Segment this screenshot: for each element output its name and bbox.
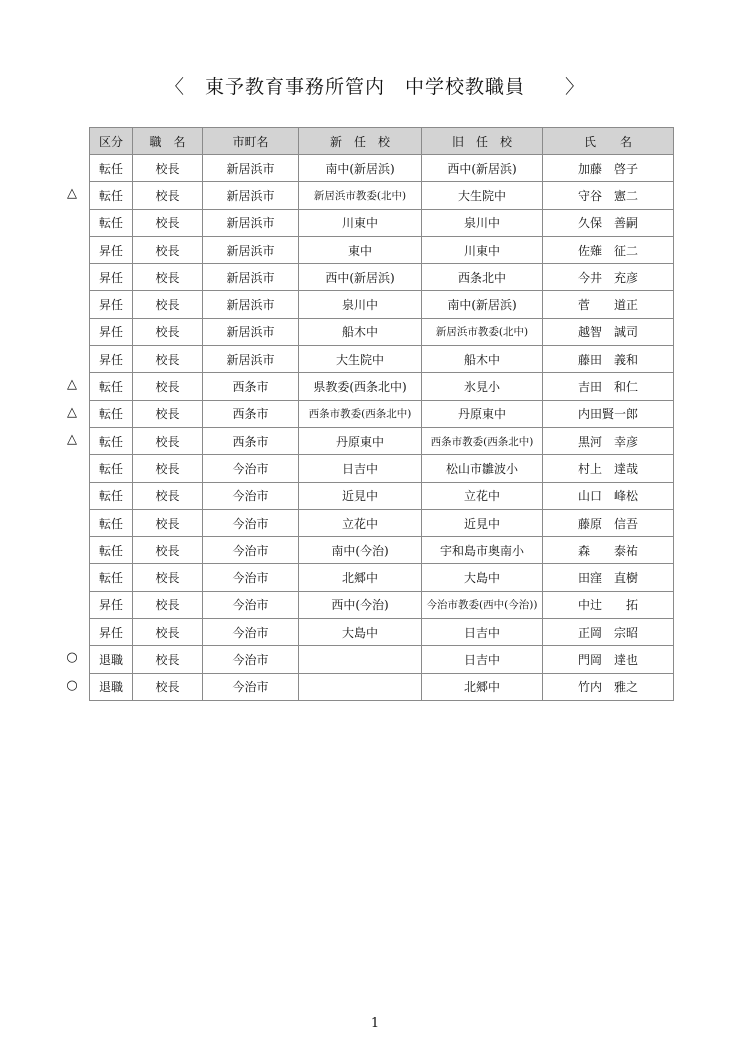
row-marker: ○ bbox=[66, 650, 78, 666]
cell-kubun: 昇任 bbox=[90, 291, 133, 318]
cell-old-school: 船木中 bbox=[422, 346, 543, 373]
cell-city: 今治市 bbox=[203, 619, 299, 646]
table-row bbox=[90, 564, 674, 591]
cell-city: 今治市 bbox=[203, 455, 299, 482]
column-header-city: 市町名 bbox=[203, 128, 299, 155]
column-header-name: 氏 名 bbox=[543, 128, 674, 155]
cell-name: 門岡 達也 bbox=[543, 646, 674, 673]
cell-name: 藤田 義和 bbox=[543, 346, 674, 373]
cell-name: 正岡 宗昭 bbox=[543, 619, 674, 646]
table-row bbox=[90, 482, 674, 509]
cell-kubun: 昇任 bbox=[90, 591, 133, 618]
cell-new-school bbox=[299, 646, 422, 673]
cell-new-school: 丹原東中 bbox=[299, 427, 422, 454]
row-marker: △ bbox=[67, 186, 77, 202]
row-marker: △ bbox=[67, 377, 77, 393]
cell-city: 今治市 bbox=[203, 564, 299, 591]
cell-name: 田窪 直樹 bbox=[543, 564, 674, 591]
cell-new-school: 近見中 bbox=[299, 482, 422, 509]
cell-new-school: 新居浜市教委(北中) bbox=[299, 182, 422, 209]
cell-name: 佐薙 征二 bbox=[543, 236, 674, 263]
row-marker: △ bbox=[67, 404, 77, 420]
table-row bbox=[90, 537, 674, 564]
cell-city: 西条市 bbox=[203, 373, 299, 400]
cell-old-school: 大島中 bbox=[422, 564, 543, 591]
column-header-kubun: 区分 bbox=[90, 128, 133, 155]
cell-kubun: 昇任 bbox=[90, 236, 133, 263]
cell-new-school: 南中(新居浜) bbox=[299, 155, 422, 182]
cell-old-school: 日吉中 bbox=[422, 646, 543, 673]
cell-kubun: 転任 bbox=[90, 482, 133, 509]
cell-kubun: 昇任 bbox=[90, 318, 133, 345]
cell-position: 校長 bbox=[133, 236, 203, 263]
cell-city: 新居浜市 bbox=[203, 236, 299, 263]
cell-kubun: 転任 bbox=[90, 182, 133, 209]
cell-kubun: 転任 bbox=[90, 373, 133, 400]
table-row bbox=[90, 427, 674, 454]
cell-new-school: 北郷中 bbox=[299, 564, 422, 591]
cell-old-school: 松山市雛波小 bbox=[422, 455, 543, 482]
cell-new-school: 西条市教委(西条北中) bbox=[299, 400, 422, 427]
table-row bbox=[90, 182, 674, 209]
cell-city: 新居浜市 bbox=[203, 209, 299, 236]
column-header-new-school: 新 任 校 bbox=[299, 128, 422, 155]
cell-old-school: 立花中 bbox=[422, 482, 543, 509]
cell-position: 校長 bbox=[133, 346, 203, 373]
table-row bbox=[90, 318, 674, 345]
row-marker: ○ bbox=[66, 677, 78, 693]
cell-city: 新居浜市 bbox=[203, 264, 299, 291]
cell-old-school: 大生院中 bbox=[422, 182, 543, 209]
cell-city: 新居浜市 bbox=[203, 155, 299, 182]
cell-name: 黒河 幸彦 bbox=[543, 427, 674, 454]
table-row bbox=[90, 155, 674, 182]
table-row bbox=[90, 236, 674, 263]
cell-new-school: 立花中 bbox=[299, 509, 422, 536]
cell-new-school: 泉川中 bbox=[299, 291, 422, 318]
cell-kubun: 転任 bbox=[90, 509, 133, 536]
row-marker: △ bbox=[67, 432, 77, 447]
cell-city: 西条市 bbox=[203, 400, 299, 427]
cell-city: 今治市 bbox=[203, 673, 299, 700]
cell-position: 校長 bbox=[133, 455, 203, 482]
cell-city: 新居浜市 bbox=[203, 346, 299, 373]
table-row bbox=[90, 646, 674, 673]
cell-old-school: 近見中 bbox=[422, 509, 543, 536]
cell-position: 校長 bbox=[133, 537, 203, 564]
cell-position: 校長 bbox=[133, 155, 203, 182]
cell-name: 竹内 雅之 bbox=[543, 673, 674, 700]
cell-old-school: 西条北中 bbox=[422, 264, 543, 291]
cell-kubun: 転任 bbox=[90, 400, 133, 427]
cell-old-school: 氷見小 bbox=[422, 373, 543, 400]
cell-city: 西条市 bbox=[203, 427, 299, 454]
cell-kubun: 転任 bbox=[90, 455, 133, 482]
table-row bbox=[90, 619, 674, 646]
cell-new-school: 西中(今治) bbox=[299, 591, 422, 618]
cell-new-school: 大島中 bbox=[299, 619, 422, 646]
cell-position: 校長 bbox=[133, 182, 203, 209]
table-row bbox=[90, 509, 674, 536]
cell-name: 今井 充彦 bbox=[543, 264, 674, 291]
table-header-row bbox=[90, 128, 674, 155]
cell-position: 校長 bbox=[133, 509, 203, 536]
cell-name: 菅 道正 bbox=[543, 291, 674, 318]
cell-position: 校長 bbox=[133, 482, 203, 509]
cell-position: 校長 bbox=[133, 264, 203, 291]
cell-new-school bbox=[299, 673, 422, 700]
table-row bbox=[90, 373, 674, 400]
cell-old-school: 泉川中 bbox=[422, 209, 543, 236]
cell-kubun: 退職 bbox=[90, 673, 133, 700]
cell-city: 今治市 bbox=[203, 646, 299, 673]
cell-position: 校長 bbox=[133, 209, 203, 236]
cell-position: 校長 bbox=[133, 564, 203, 591]
cell-city: 新居浜市 bbox=[203, 318, 299, 345]
cell-name: 加藤 啓子 bbox=[543, 155, 674, 182]
cell-name: 藤原 信吾 bbox=[543, 509, 674, 536]
cell-position: 校長 bbox=[133, 373, 203, 400]
cell-old-school: 南中(新居浜) bbox=[422, 291, 543, 318]
cell-kubun: 退職 bbox=[90, 646, 133, 673]
cell-name: 越智 誠司 bbox=[543, 318, 674, 345]
cell-old-school: 今治市教委(西中(今治)) bbox=[422, 591, 543, 618]
cell-old-school: 丹原東中 bbox=[422, 400, 543, 427]
cell-name: 村上 達哉 bbox=[543, 455, 674, 482]
cell-kubun: 昇任 bbox=[90, 264, 133, 291]
cell-city: 今治市 bbox=[203, 482, 299, 509]
table-row bbox=[90, 591, 674, 618]
cell-new-school: 大生院中 bbox=[299, 346, 422, 373]
cell-name: 中辻 拓 bbox=[543, 591, 674, 618]
cell-new-school: 県教委(西条北中) bbox=[299, 373, 422, 400]
cell-old-school: 西条市教委(西条北中) bbox=[422, 427, 543, 454]
table-row bbox=[90, 455, 674, 482]
table-body bbox=[90, 155, 674, 701]
table-row bbox=[90, 346, 674, 373]
cell-kubun: 昇任 bbox=[90, 346, 133, 373]
cell-name: 守谷 憲二 bbox=[543, 182, 674, 209]
cell-kubun: 転任 bbox=[90, 427, 133, 454]
cell-new-school: 船木中 bbox=[299, 318, 422, 345]
page-number: 1 bbox=[370, 1016, 380, 1031]
cell-new-school: 南中(今治) bbox=[299, 537, 422, 564]
cell-old-school: 西中(新居浜) bbox=[422, 155, 543, 182]
cell-kubun: 転任 bbox=[90, 537, 133, 564]
cell-city: 新居浜市 bbox=[203, 182, 299, 209]
cell-kubun: 昇任 bbox=[90, 619, 133, 646]
cell-position: 校長 bbox=[133, 619, 203, 646]
cell-old-school: 川東中 bbox=[422, 236, 543, 263]
cell-new-school: 東中 bbox=[299, 236, 422, 263]
cell-new-school: 日吉中 bbox=[299, 455, 422, 482]
cell-name: 森 泰祐 bbox=[543, 537, 674, 564]
cell-city: 今治市 bbox=[203, 509, 299, 536]
table-row bbox=[90, 673, 674, 700]
cell-position: 校長 bbox=[133, 318, 203, 345]
table-row bbox=[90, 264, 674, 291]
cell-name: 山口 峰松 bbox=[543, 482, 674, 509]
cell-city: 今治市 bbox=[203, 537, 299, 564]
cell-old-school: 宇和島市奥南小 bbox=[422, 537, 543, 564]
cell-kubun: 転任 bbox=[90, 564, 133, 591]
cell-position: 校長 bbox=[133, 291, 203, 318]
cell-kubun: 転任 bbox=[90, 209, 133, 236]
cell-name: 吉田 和仁 bbox=[543, 373, 674, 400]
cell-position: 校長 bbox=[133, 400, 203, 427]
column-header-position: 職 名 bbox=[133, 128, 203, 155]
table-row bbox=[90, 291, 674, 318]
document-title: 〈 東予教育事務所管内 中学校教職員 〉 bbox=[164, 76, 585, 98]
cell-old-school: 北郷中 bbox=[422, 673, 543, 700]
cell-old-school: 新居浜市教委(北中) bbox=[422, 318, 543, 345]
staff-roster-table bbox=[89, 127, 674, 701]
cell-new-school: 川東中 bbox=[299, 209, 422, 236]
table-row bbox=[90, 209, 674, 236]
cell-city: 新居浜市 bbox=[203, 291, 299, 318]
cell-new-school: 西中(新居浜) bbox=[299, 264, 422, 291]
cell-kubun: 転任 bbox=[90, 155, 133, 182]
cell-position: 校長 bbox=[133, 427, 203, 454]
cell-position: 校長 bbox=[133, 646, 203, 673]
cell-position: 校長 bbox=[133, 591, 203, 618]
table-row bbox=[90, 400, 674, 427]
cell-old-school: 日吉中 bbox=[422, 619, 543, 646]
column-header-old-school: 旧 任 校 bbox=[422, 128, 543, 155]
cell-position: 校長 bbox=[133, 673, 203, 700]
cell-name: 内田賢一郎 bbox=[543, 400, 674, 427]
cell-city: 今治市 bbox=[203, 591, 299, 618]
cell-name: 久保 善嗣 bbox=[543, 209, 674, 236]
